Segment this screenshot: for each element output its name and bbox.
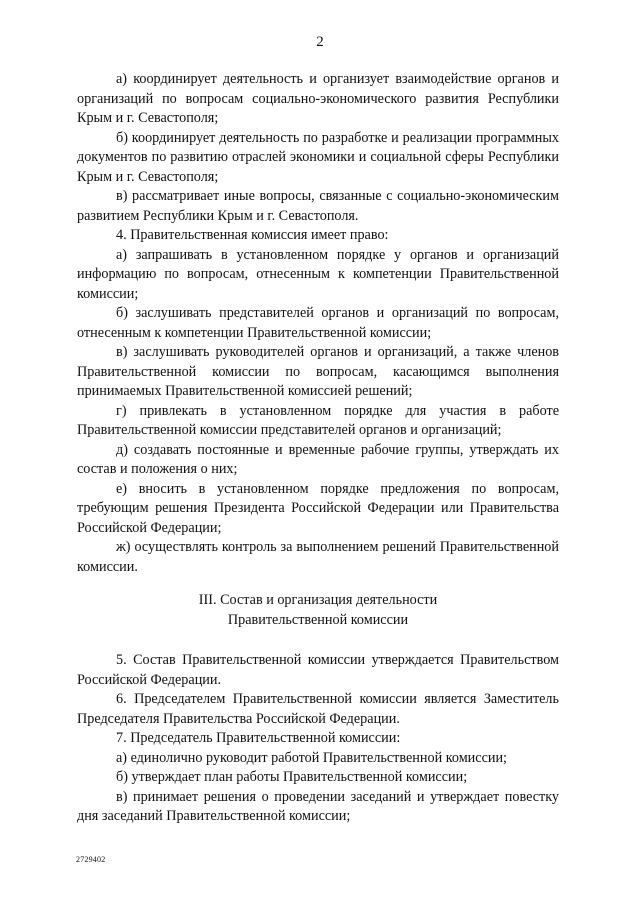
page-number: 2 [316, 34, 324, 50]
paragraph-7a: а) единолично руководит работой Правительственной комиссии; [116, 749, 507, 766]
section-heading-line1: III. Состав и организация деятельности [198, 592, 438, 608]
document-body [77, 70, 559, 827]
paragraph-7b: б) утверждает план работы Правительственной комиссии; [116, 769, 468, 785]
section-heading [77, 591, 559, 630]
paragraph-7c: в) принимает решения о проведении заседаний и утверждает повестку дня заседаний Правительственной комиссии; [77, 788, 559, 824]
paragraph-4e: д) создавать постоянные и временные рабочие группы, утверждать их состав и положения о них; [77, 441, 559, 477]
document-code: 2729402 [76, 855, 106, 864]
paragraph-4c: в) заслушивать руководителей органов и организаций, а также членов Правительственной комиссии по вопросам, касающимся выполнения принимаемых Правительственной комиссией решений; [77, 344, 559, 399]
paragraph-3c: в) рассматривает иные вопросы, связанные с социально-экономическим развитием Республики Крым и г. Севастополя. [77, 188, 559, 224]
section-heading-line2: Правительственной комиссии [227, 611, 409, 628]
paragraph-5: 5. Состав Правительственной комиссии утверждается Правительством Российской Федерации. [77, 652, 559, 688]
paragraph-3a: а) координирует деятельность и организует взаимодействие органов и организаций по вопросам социально-экономического развития Республики Крым и г. Севастополя; [77, 71, 559, 126]
paragraph-4a: а) запрашивать в установленном порядке у органов и организаций информацию по вопросам, отнесенным к компетенции Правительственной комиссии; [77, 246, 559, 302]
paragraph-4g: ж) осуществлять контроль за выполнением решений Правительственной комиссии. [77, 539, 559, 575]
paragraph-7: 7. Председатель Правительственной комиссии: [116, 730, 401, 746]
paragraph-4d: г) привлекать в установленном порядке для участия в работе Правительственной комиссии представителей органов и организаций; [77, 402, 559, 438]
paragraph-3b: б) координирует деятельность по разработке и реализации программных документов по развитию отраслей экономики и социальной сферы Республики Крым и г. Севастополя; [77, 129, 559, 185]
paragraph-4b: б) заслушивать представителей органов и организаций по вопросам, отнесенным к компетенции Правительственной комиссии; [77, 305, 559, 341]
paragraph-6: 6. Председателем Правительственной комиссии является Заместитель Председателя Правительства Российской Федерации. [77, 691, 559, 727]
paragraph-4: 4. Правительственная комиссия имеет право: [116, 227, 389, 243]
paragraph-4f: е) вносить в установленном порядке предложения по вопросам, требующим решения Президента Российской Федерации или Правительства Российской Федерации; [77, 480, 559, 536]
